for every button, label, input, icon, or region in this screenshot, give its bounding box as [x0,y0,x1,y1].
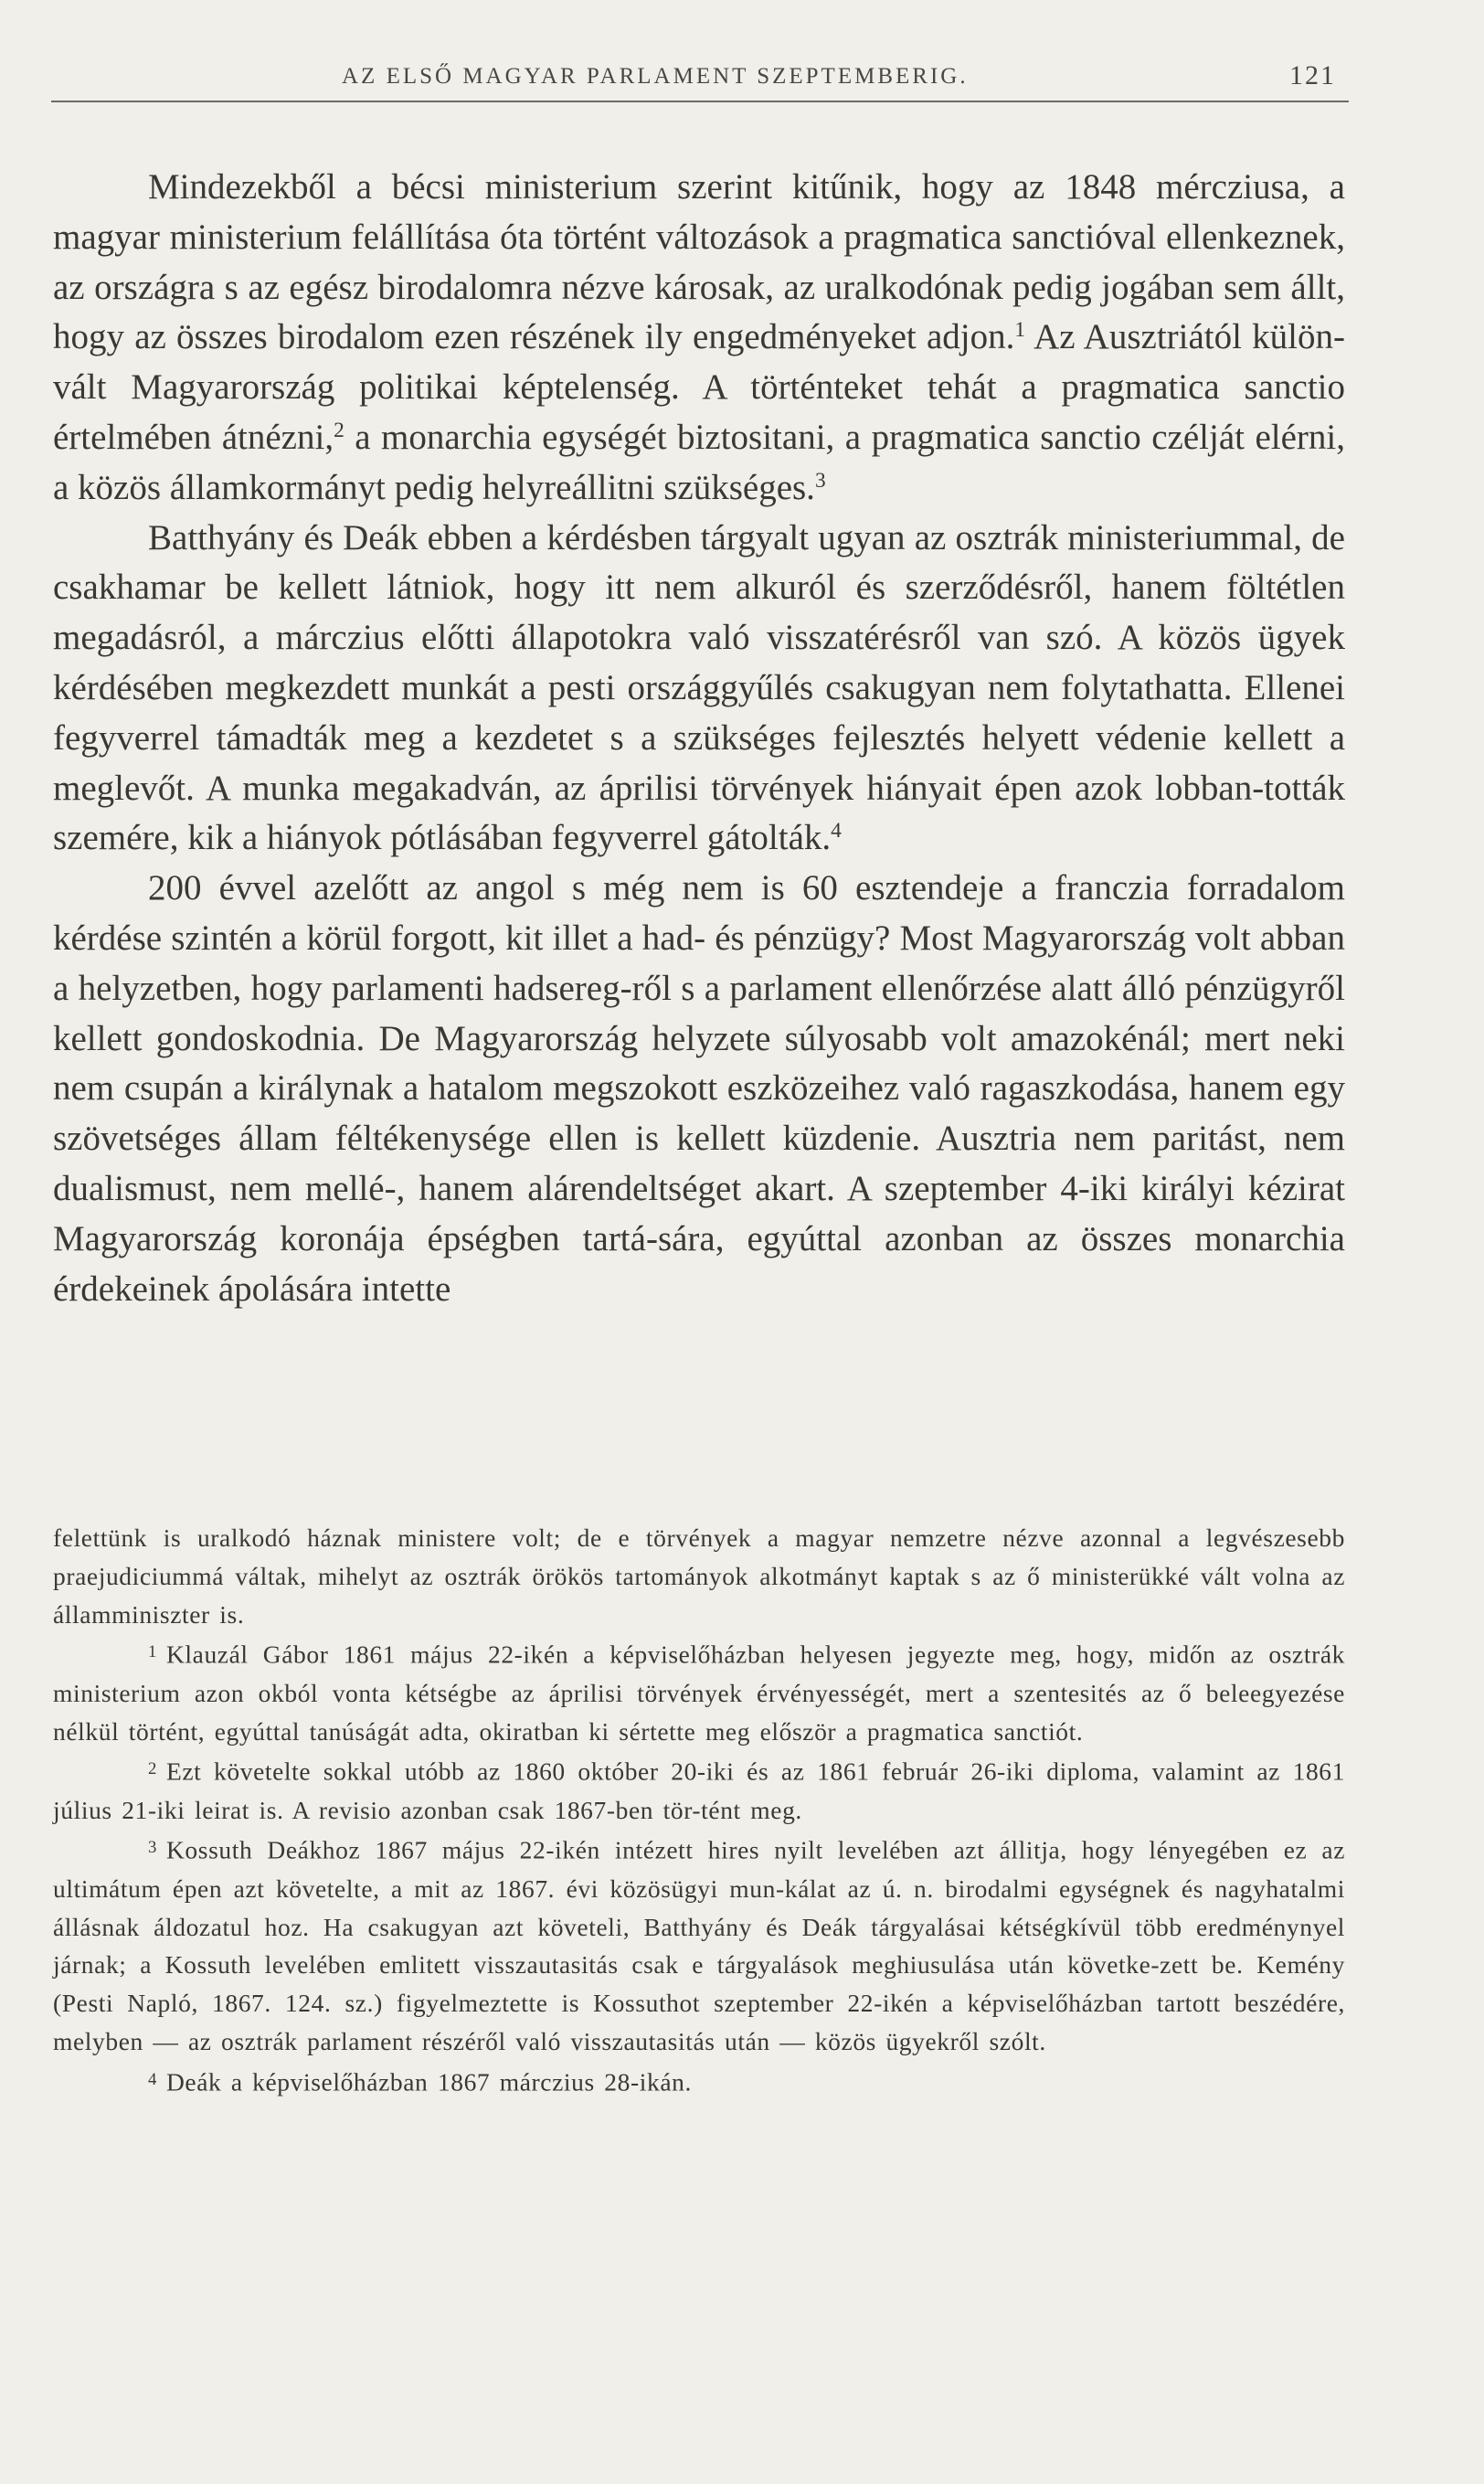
footnote-text: Ezt követelte sokkal utóbb az 1860 október 20-iki és az 1861 február 26-iki diploma, valamint az 1861 július 21-iki leirat is. A revisio azonban csak 1867-ben tör-tént meg. [53,1757,1345,1824]
footnote-ref-4: 4 [831,819,842,844]
paragraph-2-text: Batthyány és Deák ebben a kérdésben tárgyalt ugyan az osztrák ministeriummal, de csakhamar be kellett látniok, hogy itt nem alkuról és szerződésről, hanem föltétlen megadásról, a márczius előtti állapotokra való visszatérésről van szó. A közös ügyek kérdésében megkezdett munkát a pesti országgyűlés csakugyan nem folytathatta. Ellenei fegyverrel támadták meg a kezdetet s a szükséges fejlesztés helyett védenie kellett a meglevőt. A munka megakadván, az áprilisi törvények hiányait épen azok lobban-tották szemére, kik a hiányok pótlásában fegyverrel gátolták. [53,517,1345,858]
footnote-4 [53,2061,1345,2101]
footnote-mark: 3 [148,1838,157,1858]
paragraph-1-text-b: Az Ausztriától külön-vált Magyarország politikai képtelenség. A történteket tehát a pragmatica sanctio értelmében átnézni, [53,317,1345,457]
footnote-mark: 4 [148,2069,157,2089]
footnotes [53,1519,1345,2101]
paragraph-2 [53,514,1345,865]
footnote-2 [53,1750,1345,1829]
footnote-1 [53,1633,1345,1750]
body-text [53,163,1345,1314]
paragraph-3: 200 évvel azelőtt az angol s még nem is 60 esztendeje a franczia forradalom kérdése szintén a körül forgott, kit illet a had- és pénzügy? Most Magyarország volt abban a helyzetben, hogy parlamenti hadsereg-ről s a parlament ellenőrzése alatt álló pénzügyről kellett gondoskodnia. De Magyarország helyzete súlyosabb volt amazokénál; mert neki nem csupán a királynak a hatalom megszokott eszközeihez való ragaszkodása, hanem egy szövetséges állam féltékenysége ellen is kellett küzdenie. Ausztria nem paritást, nem dualismust, nem mellé-, hanem alárendeltséget akart. A szeptember 4-iki királyi kézirat Magyarország koronája épségben tartá-sára, egyúttal azonban az összes monarchia érdekeinek ápolására intette [53,868,1345,1309]
footnote-ref-2: 2 [334,419,344,443]
footnote-ref-1: 1 [1014,318,1026,343]
page-number: 121 [1289,60,1336,90]
footnote-text: Kossuth Deákhoz 1867 május 22-ikén intézett hires nyilt levelében azt állitja, hogy lényegében ez az ultimátum épen azt követelte, a mit az 1867. évi közösügyi mun-kálat az ú. n. birodalmi egységnek és nagyhatalmi állásnak áldozatul hoz. Ha csakugyan azt követeli, Batthyány és Deák tárgyalásai kétségkívül több eredménynyel járnak; a Kossuth levelében emlitett visszautasitás csak e tárgyalások meghiusulása után követke-zett be. Kemény (Pesti Napló, 1867. 124. sz.) figyelmeztette is Kossuthot szeptember 22-ikén a képviselőházban tartott beszédére, melyben — az osztrák parlament részéről való visszautasitás után — közös ügyekről szólt. [53,1835,1345,2055]
footnote-continuation: felettünk is uralkodó háznak ministere volt; de e törvények a magyar nemzetre nézve azonnal a legvészesebb praejudiciummá váltak, mihelyt az osztrák örökös tartományok alkotmányt kaptak s az ő ministerükké vált volna az államminiszter is. [53,1523,1345,1629]
running-title: AZ ELSŐ MAGYAR PARLAMENT SZEPTEMBERIG. [342,64,969,89]
footnote-text: Deák a képviselőházban 1867 márczius 28-ikán. [165,2067,692,2097]
footnote-mark: 1 [148,1642,157,1662]
footnote-3 [53,1829,1345,2060]
footnote-text: Klauzál Gábor 1861 május 22-ikén a képviselőházban helyesen jegyezte meg, hogy, midőn az osztrák ministerium azon okból vonta kétségbe az áprilisi törvények érvényességét, mert a szentesités az ő beleegyezése nélkül történt, egyúttal tanúságát adta, okiratban ki sértette meg először a pragmatica sanctiót. [53,1640,1345,1746]
paragraph-1 [53,163,1345,514]
paragraph-1-text-c: a monarchia egységét biztositani, a pragmatica sanctio czélját elérni, a közös államkormányt pedig helyreállitni szükséges. [53,417,1345,507]
footnote-ref-3: 3 [814,468,826,493]
running-head [51,57,1349,102]
footnote-mark: 2 [148,1759,157,1779]
paragraph-1-text-a: Mindezekből a bécsi ministerium szerint kitűnik, hogy az 1848 mércziusa, a magyar ministerium felállítása óta történt változások a pragmatica sanctióval ellenkeznek, az országra s az egész birodalomra nézve károsak, az uralkodónak pedig jogában sem állt, hogy az összes birodalom ezen részének ily engedményeket adjon. [53,167,1345,357]
